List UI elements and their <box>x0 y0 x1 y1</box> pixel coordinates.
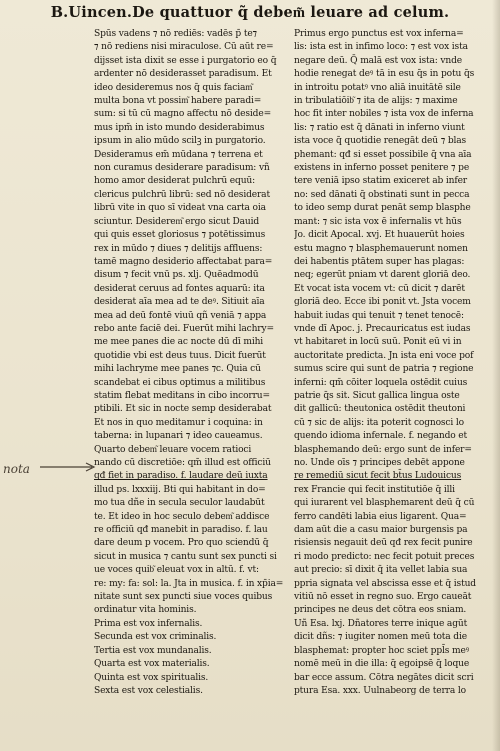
text-line: ordinatur vita hominis. <box>94 605 197 616</box>
text-line: dicit dñs: ⁊ iugiter nomen meū tota die <box>294 632 467 643</box>
text-line: vnde dī Apoc. j. Precauricatus est iudas <box>294 323 471 334</box>
text-line: hodie renegat deꝰ tā in esu q̄s in potu q̄s <box>294 69 475 80</box>
text-line: ipsum in alio mūdo scilꝫ in purgatorio. <box>94 136 266 147</box>
marginal-arrow-mark <box>40 462 100 472</box>
text-line: rex Francie qui fecit institutiōe q̄ illi <box>294 484 455 495</box>
text-line: ppria signata vel abscissa esse et q̄ istud <box>294 578 476 589</box>
left-text-column <box>94 28 294 698</box>
text-line: risiensis negauit deū qđ rex fecit punire <box>294 538 473 549</box>
text-line: bar ecce assum. Cōtra negātes dicit scri <box>294 672 474 683</box>
text-line: estu magno ⁊ blasphemauerunt nomen <box>294 243 468 254</box>
text-line: patrie q̄s sit. Sicut gallica lingua oste <box>294 390 460 401</box>
text-line: dei habentis ptātem super has plagas: <box>294 256 465 267</box>
text-line: mus ipm̄ in isto mundo desiderabimus <box>94 122 265 133</box>
page-edge-shadow <box>492 0 500 751</box>
text-line: tere veniā ipso statim exiceret ab infer <box>294 176 467 187</box>
text-line: librū vite in quo sī videat vna carta oia <box>94 203 266 214</box>
text-line: Spūs vadens ⁊ nō rediēs: vadēs p̄ te⁊ <box>94 29 257 39</box>
text-line: dijsset ista dixit se esse i purgatorio eo q̄ <box>94 55 277 66</box>
text-line: ptura Esa. xxx. Uulnabeorg de terra lo <box>294 685 466 696</box>
text-line: Desideramus em̄ mūdana ⁊ terrena et <box>94 149 263 160</box>
text-line: existens in inferno posset penitere ⁊ pe <box>294 163 470 174</box>
text-line: me mee panes die ac nocte dū dī mihi <box>94 337 264 348</box>
text-line: rex in mūdo ⁊ diues ⁊ delitijs affluens: <box>94 243 263 254</box>
text-line: qđ fiet in paradiso. f. laudare deū iuxta <box>94 471 268 482</box>
text-line: no. Unde oīs ⁊ principes debēt appone <box>294 458 465 468</box>
text-line: negare deū. Q̄ malā est vox ista: vnde <box>294 55 463 66</box>
text-line: multa bona vt possim͂ habere paradi= <box>94 96 262 107</box>
text-line: cū ⁊ sic de alijs: ita poterit cognosci lo <box>294 417 464 428</box>
text-line: desiderat aīa mea ad te deꝰ. Sitiuit aīa <box>94 297 265 308</box>
text-line: tamē magno desiderio affectabat para= <box>94 256 273 267</box>
text-line: lis: ista est in infimo loco: ⁊ est vox ista <box>294 42 468 53</box>
text-line: vitiū nō esset in regno suo. Ergo caueāt <box>294 592 472 603</box>
text-line: sicut in musica ⁊ cantu sunt sex puncti si <box>94 551 277 562</box>
text-line: sciuntur. Desiderem͂ ergo sicut Dauid <box>94 216 260 227</box>
text-line: nomē meū in die illa: q̄ egoipsē q̄ loque <box>294 659 470 670</box>
text-line: no: sed dānati q̄ obstinati sunt in pecca <box>294 189 470 200</box>
text-line: Quarta est vox materialis. <box>94 659 210 670</box>
text-line: dit gallicū: theutonica ostēdit theutoni <box>294 404 466 415</box>
text-line: blasphemat: propter hoc sciet ppl̄s meꝰ <box>294 645 470 656</box>
text-line: dam aūt die a casu maior burgensis pa <box>294 525 468 536</box>
text-line: auctoritate predicta. Jn ista eni voce pof <box>294 350 474 361</box>
text-line: in tribulatiōib͂ ⁊ ita de alijs: ⁊ maxime <box>294 96 458 107</box>
text-line: aut precio: sī dixit q̄ ita vellet labia sua <box>294 565 468 576</box>
text-line: Uñ Esa. lxj. Dñatores terre inique agūt <box>294 618 468 629</box>
text-line: phemant: qđ si esset possibile q̄ vna aīa <box>294 149 472 160</box>
text-line: sumus scire qui sunt de patria ⁊ regione <box>294 364 474 375</box>
text-line: Prima est vox infernalis. <box>94 618 203 629</box>
text-line: in introitu potatꝰ vno aliā inuitātē sile <box>294 82 461 93</box>
text-line: clericus pulchrū librū: sed nō desiderat <box>94 189 270 200</box>
text-line: Sexta est vox celestialis. <box>94 685 203 696</box>
text-line: illud ps. lxxxiij. Bti qui habitant in do= <box>94 484 266 495</box>
text-line: gloriā deo. Ecce ibi ponit vt. Jsta vocem <box>294 297 471 308</box>
text-line: homo amor desiderat pulchrū equū: <box>94 176 256 187</box>
text-line: ardenter nō desiderasset paradisum. Et <box>94 69 272 80</box>
text-line: te. Et ideo in hoc seculo debem͂ addisce <box>94 511 270 522</box>
text-line: mihi lachryme mee panes ⁊c. Quia cū <box>94 364 261 375</box>
text-line: rebo ante faciē dei. Fuerūt mihi lachry= <box>94 323 274 334</box>
running-header: B.Uincen.De quattuor q̃ debem͂ leuare ad celum. <box>50 4 450 21</box>
text-line: mea ad deū fontē viuū qñ veniā ⁊ appa <box>94 310 267 321</box>
text-line: hoc fit inter nobiles ⁊ ista vox de inferna <box>294 109 474 120</box>
right-text-column <box>294 28 500 698</box>
text-line: ue voces quib͂ eleuat vox in altū. f. vt: <box>94 565 259 576</box>
text-line: to ideo semp durat penāt semp blasphe <box>294 203 471 214</box>
marginal-note: nota <box>3 462 30 476</box>
text-line: blasphemando deū: ergo sunt de infer= <box>294 444 472 455</box>
text-line: nitate sunt sex puncti siue voces quibus <box>94 592 273 603</box>
text-line: mo tua dñe in secula seculor laudabūt <box>94 498 265 509</box>
text-line: ferro candēti labia eius ligarent. Qua= <box>294 511 467 522</box>
text-line: ista voce q̄ quotidie renegāt deū ⁊ blas <box>294 136 467 147</box>
text-line: ptibili. Et sic in nocte semp desiderabat <box>94 404 272 415</box>
text-line: re officiū qđ manebit in paradiso. f. lau <box>94 525 268 536</box>
text-line: sum: si tū cū magno affectu nō deside= <box>94 109 272 120</box>
text-line: ⁊ nō rediens nisi miraculose. Cū aūt re= <box>94 42 274 53</box>
text-line: re remediū sicut fecit bt̄us Ludouicus <box>294 471 462 482</box>
text-line: taberna: in lupanari ⁊ ideo caueamus. <box>94 431 263 442</box>
text-line: lis: ⁊ ratio est q̄ dānati in inferno viunt <box>294 122 465 133</box>
text-line: vt habitaret in locū suū. Ponit eū vi in <box>294 337 462 348</box>
text-line: scandebat ei cibus optimus a militibus <box>94 377 266 388</box>
text-line: qui iurarent vel blasphemarent deū q̄ cū <box>294 498 475 509</box>
text-line: disum ⁊ fecit vnū ps. xlj. Quēadmodū <box>94 270 259 281</box>
text-line: statim flebat meditans in cibo incorru= <box>94 390 270 401</box>
text-line: Secunda est vox criminalis. <box>94 632 217 643</box>
text-line: Tertia est vox mundanalis. <box>94 645 212 656</box>
text-line: re: my: fa: sol: la. Jta in musica. f. in xp̄ia= <box>94 578 284 589</box>
text-line: Quarto debem͂ leuare vocem ratioci <box>94 444 252 455</box>
text-line: principes ne deus det cōtra eos sniam. <box>294 605 467 616</box>
text-line: ideo desideremus nos q̄ quis faciam͂ <box>94 82 253 93</box>
text-line: Quinta est vox spiritualis. <box>94 672 209 683</box>
text-line: Et nos in quo meditamur i coquina: in <box>94 417 263 428</box>
text-line: desiderat ceruus ad fontes aquarū: ita <box>94 283 265 294</box>
text-line: qui quis esset gloriosus ⁊ potētissimus <box>94 230 266 241</box>
text-line: Jo. dicit Apocal. xvj. Et huauerūt hoies <box>294 230 465 241</box>
text-line: Et vocat ista vocem vt: cū dicit ⁊ darēt <box>294 283 465 294</box>
text-line: dare deum p vocem. Pro quo sciendū q̄ <box>94 538 269 549</box>
text-line: non curamus desiderare paradisum: vñ <box>94 163 270 174</box>
text-line: inferni: qm̄ cōiter loquela ostēdit cuius <box>294 377 468 388</box>
text-line: nando cū discretiōe: qm̄ illud est officiū <box>94 458 271 468</box>
text-line: neq; egerūt pniam vt darent gloriā deo. <box>294 270 471 281</box>
text-line: Primus ergo punctus est vox inferna= <box>294 29 464 39</box>
text-line: quendo idioma infernale. f. negando et <box>294 431 468 442</box>
text-line: quotidie vbi est deus tuus. Dicit fuerūt <box>94 350 266 361</box>
text-line: habuit iudas qui tenuit ⁊ tenet tenocē: <box>294 310 464 321</box>
text-line: mant: ⁊ sic ista vox ē infernalis vt hūs <box>294 216 462 227</box>
text-line: ri modo predicto: nec fecit potuit preces <box>294 551 475 562</box>
